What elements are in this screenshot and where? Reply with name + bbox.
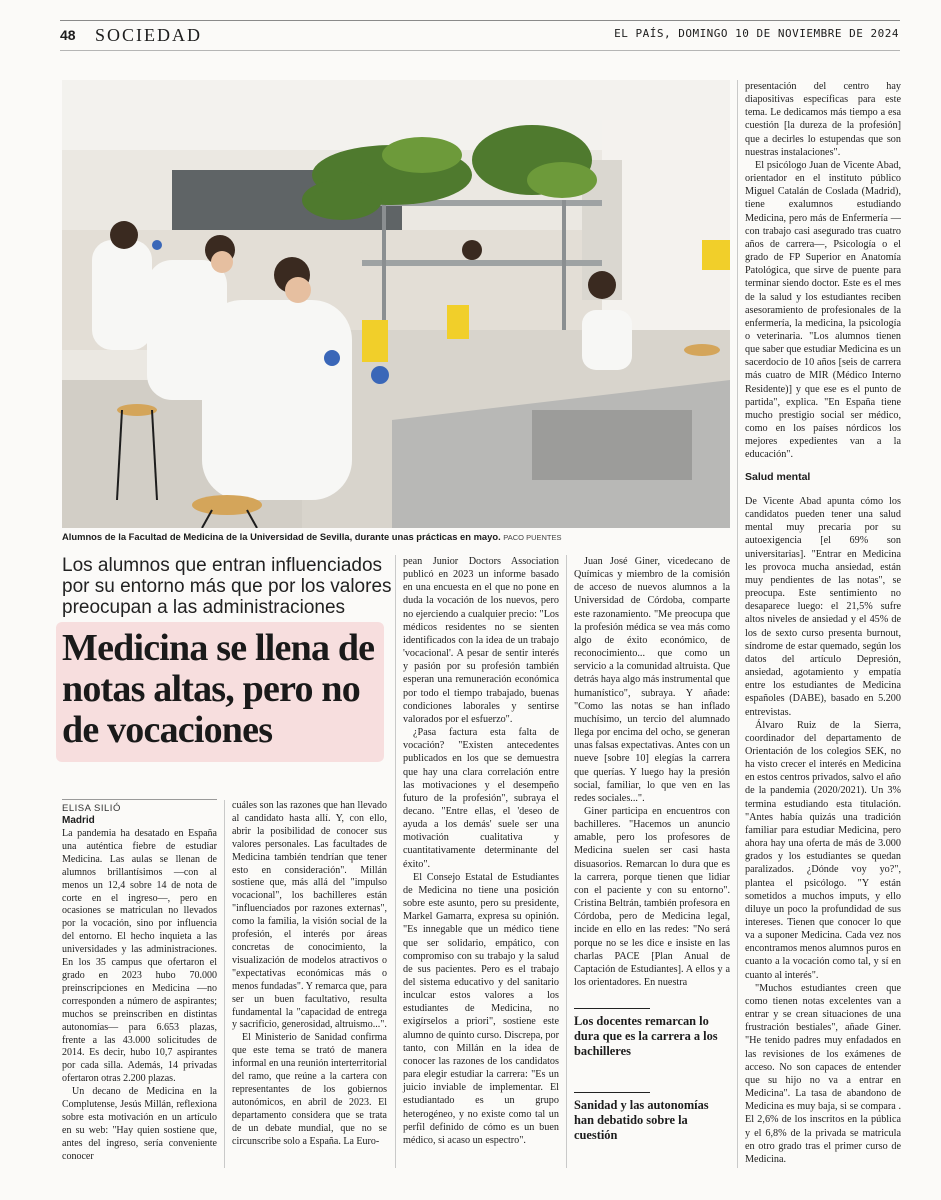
body-column-3 (403, 555, 559, 1147)
paragraph: "Muchos estudiantes creen que como tienen notas excelentes van a entrar y se crean situaciones de una frustración bestiales", añade Giner. "He tenido padres muy enfadados en las revisiones de los exámenes de acceso. No son capaces de entender que su hijo no va a entrar en Medicina". La tasa de abandono de Medicina es muy baja, si se compara . El 2,6% de los inscritos en la pública y el 6,8% de la privada se matricula en otro grado tras el primer curso de Medicina. (745, 982, 901, 1165)
article-headline: Medicina se llena de notas altas, pero no de vocaciones (62, 627, 375, 751)
pullquote-rule (574, 1092, 650, 1093)
pullquote-sanidad: Sanidad y las autonomías han debatido sobre la cuestión (574, 1098, 709, 1142)
body-column-1 (62, 828, 217, 1164)
body-column-5 (745, 80, 901, 462)
dateline: Madrid (62, 815, 95, 826)
column-rule (224, 800, 225, 1168)
paragraph: presentación del centro hay diapositivas específicas para este tema. Le dedicamos más tiempo a esa cuestión [la dureza de la profesión] que a decirles lo estupendas que son nuestras instalaciones". (745, 81, 901, 158)
paragraph: Juan José Giner, vicedecano de Químicas y miembro de la comisión de acceso de nuevos alumnos a la Universidad de Córdoba, comparte este razonamiento. "Me preocupa que la profesión médica se vea más como algo de éxito económico, de reconocimiento... que como un servicio a la comunidad altruista. Que detrás haya algo más instrumental que humanístico", subraya. Y añade: "Como las notas se han inflado muchísimo, un tercio del alumnado llega por encima del ocho, se generan unas falsas expectativas. Antes con un nueve [sobre 10] elegías la carrera que querías. Y luego hay la presión social, familiar, lo que ven en las redes sociales...". (574, 556, 730, 804)
section-label: SOCIEDAD (95, 25, 203, 45)
column-rule (395, 555, 396, 1168)
pullquote-docentes: Los docentes remarcan lo dura que es la carrera a los bachilleres (574, 1014, 718, 1058)
article-subhead: Los alumnos que entran influenciados por su entorno más que por los valores preocupan a las administraciones (62, 555, 392, 618)
edition-date: EL PAÍS, DOMINGO 10 DE NOVIEMBRE DE 2024 (614, 27, 899, 40)
byline-rule (62, 799, 217, 800)
lab-photo-illustration (62, 80, 730, 528)
body-column-4 (574, 555, 730, 989)
caption-text: Alumnos de la Facultad de Medicina de la Universidad de Sevilla, durante unas prácticas en mayo. (62, 531, 501, 542)
subheading-salud-mental: Salud mental (745, 471, 811, 483)
pullquote-rule (574, 1008, 650, 1009)
header-top-rule (60, 20, 900, 21)
paragraph: La pandemia ha desatado en España una auténtica fiebre de estudiar Medicina. Las aulas se llenan de alumnos brillantísimos —con al menos un 12,4 sobre 14 de nota de corte en el ingreso—, pero en ocasiones se matriculan no llevados por la vocación, sino por influencia del entorno. El hecho inquieta a las universidades y las administraciones. En los 35 campus que ofertaron el grado en 2023 hubo 70.000 preinscripciones en Medicina —no corresponden a número de aspirantes; muchos se preinscriben en distintas autonomías— para 6.653 plazas, frente a las 43.000 solicitudes de 2014. Es decir, hubo 10,7 aspirantes por cada silla. Además, 14 privadas ofertaron otras 2.200 plazas. (62, 828, 217, 1085)
body-column-2 (232, 800, 387, 1148)
paragraph: El Ministerio de Sanidad confirma que este tema se trató de manera informal en una reunión interterritorial del ramo, que reúne a la cartera con representantes de los gobiernos autonómicos, en abril de 2023. El departamento considera que se trata de un debate mundial, que no se circunscribe solo a España. La Euro- (232, 1032, 387, 1147)
paragraph: Giner participa en encuentros con bachilleres. "Hacemos un anuncio amable, pero los profesores de Medicina suelen ser casi hasta disuasorios. Remarcan lo dura que es la carrera, porque tienen que lidiar con el paciente y con su entorno". Cristina Beltrán, también profesora en Córdoba, pero de Medicina legal, incide en ello en las redes: "No será porque no se les dice e insiste en las charlas PACE [Plan Anual de Captación de Estudiantes]. A ellos y a los orientadores. En nuestra (574, 805, 730, 988)
paragraph: cuáles son las razones que han llevado al candidato hasta allí. Y, con ello, abrir la posibilidad de conocer sus valores personales. Las facultades de Medicina también tendrían que tener esto en consideración". Millán sostiene que, más allá del "impulso vocacional", los bachilleres están "influenciados por razones externas", como la familia, la visión social de la profesión, el interés por áreas concretas de conocimiento, la visualización de modelos atractivos o "expectativas económicas más o menos fundadas". Y remarca que, para ser un buen facultativo, resulta fundamental la "capacidad de entrega y sacrificio, generosidad, altruismo...". (232, 800, 387, 1031)
column-rule (566, 555, 567, 1168)
paragraph: ¿Pasa factura esta falta de vocación? "Existen antecedentes publicados en los que se demuestra que hay una clara correlación entre las motivaciones y el desempeño futuro de la profesión", subraya el decano. "Entre ellas, el 'deseo de ayuda a los demás' suele ser una motivación cualitativa y cuantitativamente determinante del éxito". (403, 727, 559, 870)
article-photo (62, 80, 730, 528)
paragraph: El Consejo Estatal de Estudiantes de Medicina no tiene una posición sobre este asunto, pero su presidente, Markel Gamarra, expresa su opinión. "Es innegable que un médico tiene que ser solidario, empático, con compromiso con su trabajo y la salud de sus pacientes. Pero es el trabajo del sistema educativo y del sanitario inculcar estos valores a los estudiantes de Medicina, no exigírselos a priori", sostiene este alumno de quinto curso. Discrepa, por tanto, con Millán en la idea de conocer las razones de los candidatos para elegir estudiar la carrera: "Es un juicio inviable de implementar. El estudiantado es un grupo heterogéneo, y no existe como tal un perfil definido de cómo es un buen médico, si acaso un espectro". (403, 871, 559, 1146)
paragraph: pean Junior Doctors Association publicó en 2023 un informe basado en una encuesta en el que no pone en duda la vocación de los nuevos, pero no ejerciendo a cualquier precio: "Los médicos residentes no se sienten identificados con la idea de un trabajo 'vocacional'. A pesar de sentir interés y pasión por su profesión también esperan una remuneración económica por todo el tiempo trabajado, buenas condiciones laborales y sentirse valorados por el esfuerzo". (403, 556, 559, 725)
page-number: 48 (60, 27, 76, 43)
paragraph: Un decano de Medicina en la Complutense, Jesús Millán, reflexiona sobre esta motivación en un artículo en su web: "Hay quien sostiene que, antes del ingreso, sería conveniente conocer (62, 1086, 217, 1162)
paragraph: Álvaro Ruiz de la Sierra, coordinador del departamento de Orientación de los colegios SEK, no ha visto crecer el interés en Medicina en estos centros privados, salvo el año de la pandemia (2020/2021). Un 3% termina estudiando esta titulación. "Antes había quizás una tradición familiar para estudiar Medicina, pero ahora hay una oferta de más de 3.000 grados y los estudiantes se quedan paralizados. ¿Dónde voy yo?", plantea el psicólogo. "Y están sometidos a muchos imputs, y ello diluye un poco la profundidad de sus intereses. Tienen que conocer lo que va a suponer Medicina. Cada vez nos encontramos menos alumnos puros en cuanto a la vocación como tal, y sí en cuanto al interés". (745, 719, 901, 981)
body-column-5-continued (745, 495, 901, 1166)
paragraph: El psicólogo Juan de Vicente Abad, orientador en el instituto público Miguel Catalán de Coslada (Madrid), tiene exalumnos estudiando Medicina, pero más de Enfermería —con trabajo casi asegurado tras cuatro años de carrera—, Psicología o el grado de FP Superior en Anatomía Patológica, que sirve de puente para terminar siendo doctor. Este es el mes de la salud y los estudiantes reciben asesoramiento de profesionales de la enfermería, la medicina, la psicología o veterinaria. "Los alumnos tienen que saber que estudiar Medicina es un sacerdocio de 10 años [seis de carrera más cuatro de MIR (Médico Interno Residente)] y que ese es el punto de partida", explica. "En España tiene mucho prestigio social ser médico, como en los países nórdicos los mejores expedientes van a la educación". (745, 159, 901, 461)
paragraph: De Vicente Abad apunta cómo los candidatos pueden tener una salud mental muy precaria por su autoexigencia [el 69% son universitarias]. "Entrar en Medicina les provoca mucha ansiedad, están muy pendientes de las notas", se preocupa. Este sentimiento no desaparece luego: el 21,5% sufre altos niveles de ansiedad y el 45% de los de sexto curso presenta burnout, síndrome de estar quemado, según los datos del artículo Depresión, ansiedad, agotamiento y empatía entre los estudiantes de Medicina españoles (DABE), basado en 5.200 entrevistas. (745, 496, 901, 718)
column-rule (737, 80, 738, 1168)
photo-credit: PACO PUENTES (503, 533, 562, 542)
photo-caption (62, 531, 730, 542)
header-bottom-rule (60, 50, 900, 51)
byline: ELISA SILIÓ (62, 803, 121, 814)
